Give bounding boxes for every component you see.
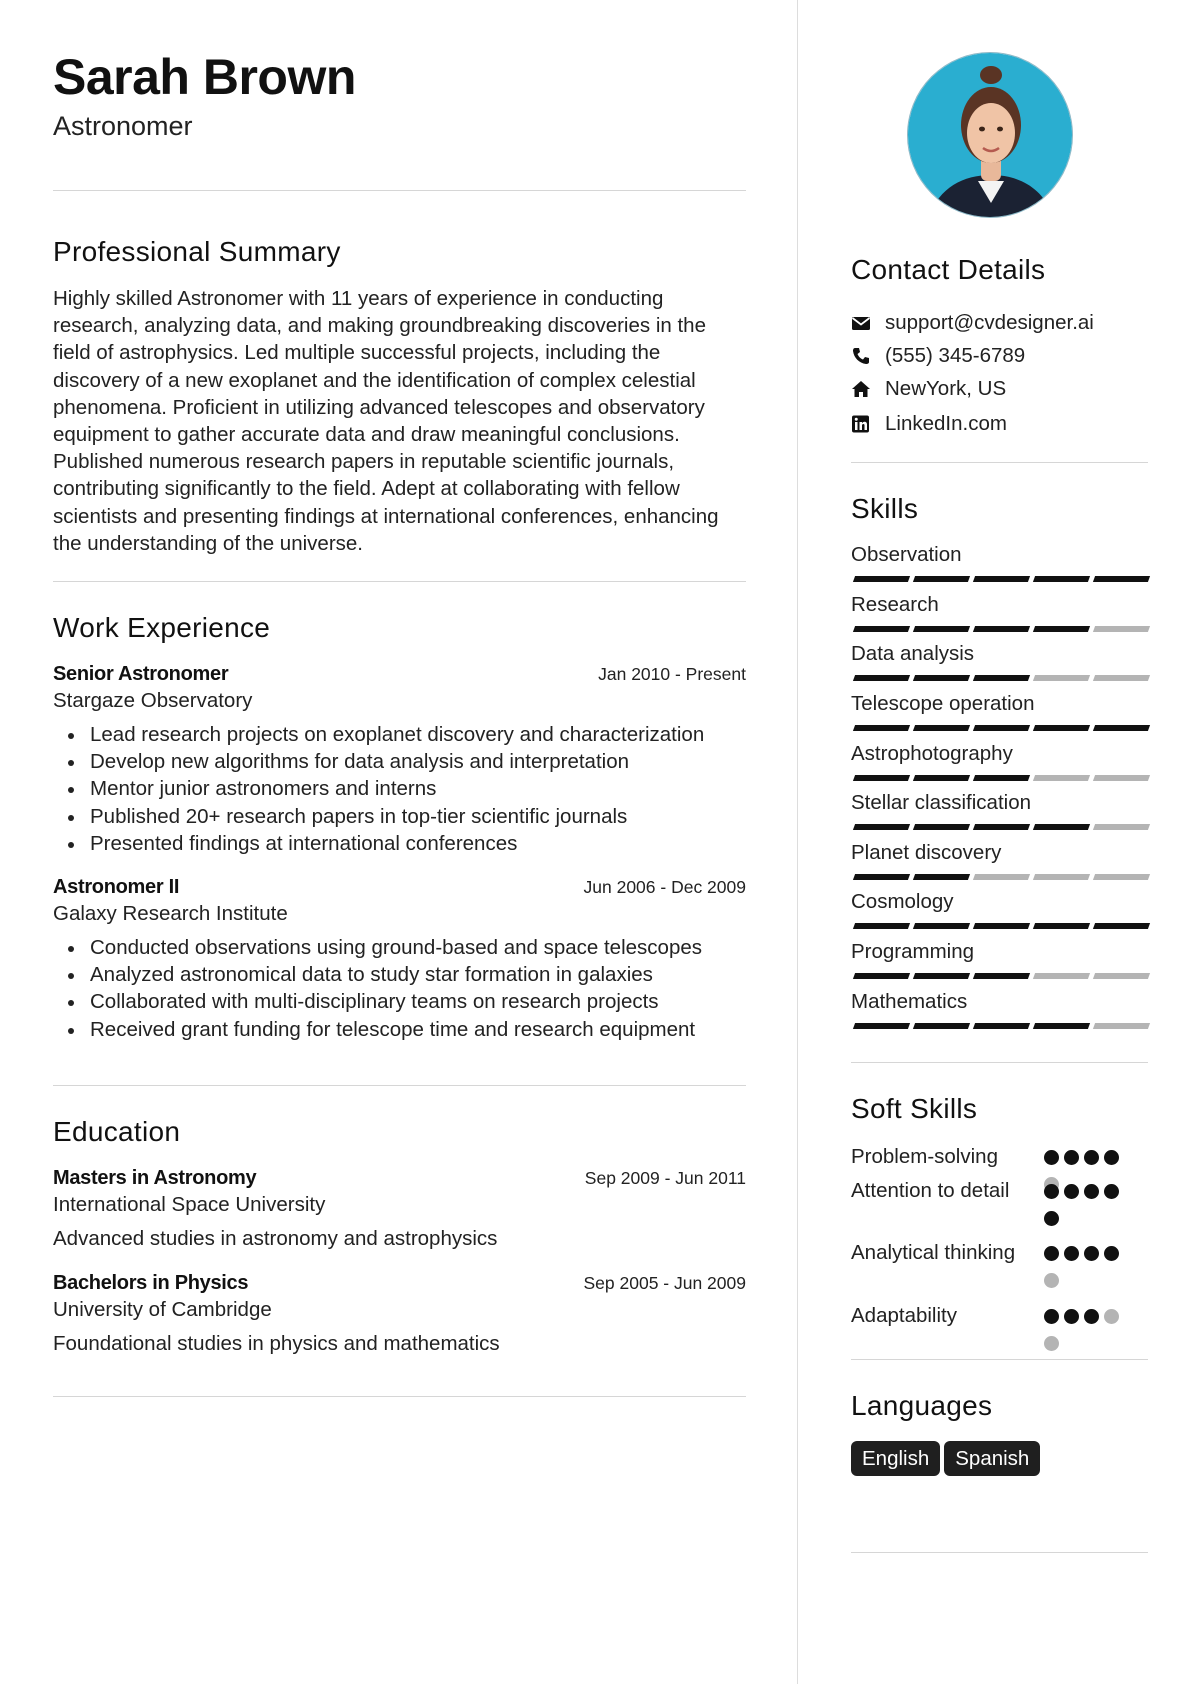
soft-skill-dots <box>1044 1184 1124 1238</box>
hair-bun-shape <box>980 66 1002 84</box>
contact-email <box>851 310 1148 336</box>
skill-bar-filled <box>1033 923 1090 929</box>
skill-name: Astrophotography <box>851 742 1013 765</box>
skill-bar-empty <box>1093 874 1150 880</box>
languages-list <box>851 1441 1044 1476</box>
job-organization: Stargaze Observatory <box>53 689 253 712</box>
language-tag: Spanish <box>944 1441 1040 1476</box>
skill-name: Programming <box>851 940 975 963</box>
phone-text: (555) 345-6789 <box>885 344 1026 367</box>
skill-meter <box>851 626 1148 632</box>
skill-meter <box>851 675 1148 681</box>
job-title: Senior Astronomer <box>53 663 229 685</box>
skill-row <box>851 939 1148 987</box>
education-entry <box>53 1270 746 1357</box>
soft-skill-name: Attention to detail <box>851 1179 1010 1202</box>
soft-skill-name: Problem-solving <box>851 1145 998 1168</box>
skill-dot-filled <box>1044 1184 1059 1199</box>
soft-skills-heading: Soft Skills <box>851 1093 978 1124</box>
skill-bar-filled <box>1033 824 1090 830</box>
languages-heading: Languages <box>851 1390 993 1421</box>
summary-heading: Professional Summary <box>53 236 341 267</box>
skill-name: Observation <box>851 543 962 566</box>
column-divider <box>797 0 798 1684</box>
skill-bar-filled <box>853 923 910 929</box>
skill-bar-filled <box>913 725 970 731</box>
job-entry <box>53 874 746 1043</box>
skill-bar-filled <box>973 576 1030 582</box>
skill-bar-filled <box>973 1023 1030 1029</box>
job-date: Jan 2010 - Present <box>598 664 746 684</box>
divider <box>851 1062 1148 1063</box>
skill-dot-filled <box>1044 1211 1059 1226</box>
skill-bar-empty <box>1093 775 1150 781</box>
candidate-title: Astronomer <box>53 111 193 141</box>
eye-shape <box>979 127 985 132</box>
skill-bar-filled <box>1033 626 1090 632</box>
degree-title: Masters in Astronomy <box>53 1167 257 1189</box>
skill-row <box>851 592 1148 640</box>
experience-heading: Work Experience <box>53 612 271 643</box>
soft-skill-name: Adaptability <box>851 1304 957 1327</box>
face-shape <box>967 103 1015 163</box>
skill-row <box>851 542 1148 590</box>
skill-bar-filled <box>1093 725 1150 731</box>
soft-skill-dots <box>1044 1246 1124 1300</box>
skill-bar-filled <box>913 775 970 781</box>
skill-bar-filled <box>1093 576 1150 582</box>
divider <box>53 190 746 191</box>
skill-dot-filled <box>1044 1246 1059 1261</box>
skill-dot-filled <box>1084 1150 1099 1165</box>
job-bullet: Mentor junior astronomers and interns <box>53 775 746 802</box>
job-title: Astronomer II <box>53 876 180 898</box>
job-bullets <box>53 934 746 1043</box>
job-bullet: Published 20+ research papers in top-tier scientific journals <box>53 803 746 830</box>
skill-bar-empty <box>1033 874 1090 880</box>
skill-name: Mathematics <box>851 990 968 1013</box>
skill-bar-filled <box>973 973 1030 979</box>
skill-row <box>851 641 1148 689</box>
skill-dot-filled <box>1064 1184 1079 1199</box>
skill-bar-filled <box>973 725 1030 731</box>
skill-bar-filled <box>973 626 1030 632</box>
divider <box>53 1396 746 1397</box>
skill-dot-filled <box>1084 1309 1099 1324</box>
skill-bar-empty <box>1093 626 1150 632</box>
skill-name: Data analysis <box>851 642 975 665</box>
skill-bar-filled <box>913 973 970 979</box>
education-heading: Education <box>53 1116 181 1147</box>
job-bullet: Presented findings at international conferences <box>53 830 746 857</box>
skill-dot-empty <box>1044 1273 1059 1288</box>
skill-bar-empty <box>1093 1023 1150 1029</box>
skill-name: Cosmology <box>851 890 954 913</box>
job-entry <box>53 661 746 857</box>
education-description: Foundational studies in physics and mathematics <box>53 1332 500 1355</box>
email-text: support@cvdesigner.ai <box>885 311 1094 334</box>
skill-dot-filled <box>1104 1150 1119 1165</box>
skill-row <box>851 989 1148 1037</box>
envelope-icon <box>851 314 871 332</box>
skill-bar-filled <box>973 923 1030 929</box>
skill-bar-filled <box>913 824 970 830</box>
skill-bar-empty <box>1093 824 1150 830</box>
profile-photo-illustration <box>908 53 1073 218</box>
job-bullet: Lead research projects on exoplanet discovery and characterization <box>53 721 746 748</box>
skill-bar-filled <box>913 1023 970 1029</box>
skill-dot-filled <box>1084 1246 1099 1261</box>
divider <box>53 581 746 582</box>
candidate-name: Sarah Brown <box>53 49 356 105</box>
skill-bar-empty <box>1033 675 1090 681</box>
skill-bar-empty <box>1033 775 1090 781</box>
eye-shape <box>997 127 1003 132</box>
skill-dot-filled <box>1104 1246 1119 1261</box>
job-bullet: Analyzed astronomical data to study star formation in galaxies <box>53 961 746 988</box>
skill-dot-filled <box>1064 1309 1079 1324</box>
skill-row <box>851 691 1148 739</box>
skill-name: Planet discovery <box>851 841 1002 864</box>
divider <box>851 1359 1148 1360</box>
education-date: Sep 2009 - Jun 2011 <box>584 1168 746 1188</box>
skill-bar-filled <box>913 874 970 880</box>
skill-meter <box>851 923 1148 929</box>
divider <box>851 1552 1148 1553</box>
job-bullets <box>53 721 746 857</box>
skill-row <box>851 741 1148 789</box>
school-name: University of Cambridge <box>53 1298 272 1321</box>
skill-bar-filled <box>853 675 910 681</box>
summary-text: Highly skilled Astronomer with 11 years of experience in conducting research, analyzing data, and making groundbreaking discoveries in the field of astrophysics. Led multiple successful projects, including the discovery of a new exoplanet and the identification of complex celestial phenomena. Proficient in utilizing advanced telescopes and observatory equipment to gather accurate data and draw meaningful conclusions. Published numerous research papers in reputable scientific journals, contributing significantly to the field. Adept at collaborating with fellow scientists and presenting findings at international conferences, enhancing the understanding of the universe. <box>53 287 719 555</box>
contact-heading: Contact Details <box>851 254 1046 285</box>
skill-row <box>851 840 1148 888</box>
skill-bar-filled <box>853 1023 910 1029</box>
contact-location <box>851 376 1148 402</box>
linkedin-icon <box>851 415 871 433</box>
skill-bar-filled <box>913 675 970 681</box>
skill-bar-filled <box>853 824 910 830</box>
job-bullet: Collaborated with multi-disciplinary teams on research projects <box>53 988 746 1015</box>
skill-dot-filled <box>1044 1150 1059 1165</box>
skill-dot-filled <box>1084 1184 1099 1199</box>
skill-bar-filled <box>853 775 910 781</box>
home-icon <box>851 380 871 398</box>
skill-dot-filled <box>1064 1150 1079 1165</box>
degree-title: Bachelors in Physics <box>53 1272 249 1294</box>
skill-meter <box>851 775 1148 781</box>
profile-photo <box>907 52 1073 218</box>
school-name: International Space University <box>53 1193 326 1216</box>
skill-row <box>851 889 1148 937</box>
skill-bar-filled <box>913 923 970 929</box>
skill-bar-filled <box>1093 923 1150 929</box>
soft-skill-name: Analytical thinking <box>851 1241 1016 1264</box>
skill-name: Research <box>851 593 939 616</box>
skill-meter <box>851 874 1148 880</box>
phone-icon <box>851 347 871 365</box>
skill-meter <box>851 973 1148 979</box>
skill-meter <box>851 576 1148 582</box>
job-bullet: Conducted observations using ground-based and space telescopes <box>53 934 746 961</box>
skill-bar-filled <box>973 775 1030 781</box>
divider <box>851 462 1148 463</box>
education-entry <box>53 1165 746 1252</box>
skills-heading: Skills <box>851 493 919 524</box>
language-tag: English <box>851 1441 940 1476</box>
skill-bar-filled <box>853 626 910 632</box>
job-organization: Galaxy Research Institute <box>53 902 288 925</box>
skill-bar-empty <box>1093 675 1150 681</box>
skill-row <box>851 790 1148 838</box>
job-bullet: Received grant funding for telescope time and research equipment <box>53 1016 746 1043</box>
skill-bar-filled <box>853 874 910 880</box>
education-date: Sep 2005 - Jun 2009 <box>583 1273 746 1293</box>
skill-bar-filled <box>853 725 910 731</box>
skill-name: Telescope operation <box>851 692 1035 715</box>
skill-meter <box>851 725 1148 731</box>
skill-dot-empty <box>1104 1309 1119 1324</box>
job-date: Jun 2006 - Dec 2009 <box>583 877 746 897</box>
skill-bar-filled <box>973 675 1030 681</box>
skill-name: Stellar classification <box>851 791 1032 814</box>
skill-bar-filled <box>853 576 910 582</box>
contact-linkedin <box>851 411 1148 437</box>
skill-bar-filled <box>1033 725 1090 731</box>
skill-bar-filled <box>913 576 970 582</box>
skill-meter <box>851 824 1148 830</box>
linkedin-text: LinkedIn.com <box>885 412 1007 435</box>
skill-dot-filled <box>1104 1184 1119 1199</box>
skill-bar-filled <box>1033 576 1090 582</box>
skill-bar-filled <box>973 824 1030 830</box>
skill-bar-filled <box>1033 1023 1090 1029</box>
skill-dot-filled <box>1044 1309 1059 1324</box>
skill-meter <box>851 1023 1148 1029</box>
location-text: NewYork, US <box>885 377 1007 400</box>
contact-phone <box>851 343 1148 369</box>
skill-bar-empty <box>1033 973 1090 979</box>
job-bullet: Develop new algorithms for data analysis and interpretation <box>53 748 746 775</box>
skill-bar-empty <box>1093 973 1150 979</box>
skill-dot-filled <box>1064 1246 1079 1261</box>
divider <box>53 1085 746 1086</box>
education-description: Advanced studies in astronomy and astrophysics <box>53 1227 498 1250</box>
skill-dot-empty <box>1044 1336 1059 1351</box>
skill-bar-empty <box>973 874 1030 880</box>
soft-skill-dots <box>1044 1309 1124 1363</box>
skill-bar-filled <box>913 626 970 632</box>
skill-bar-filled <box>853 973 910 979</box>
